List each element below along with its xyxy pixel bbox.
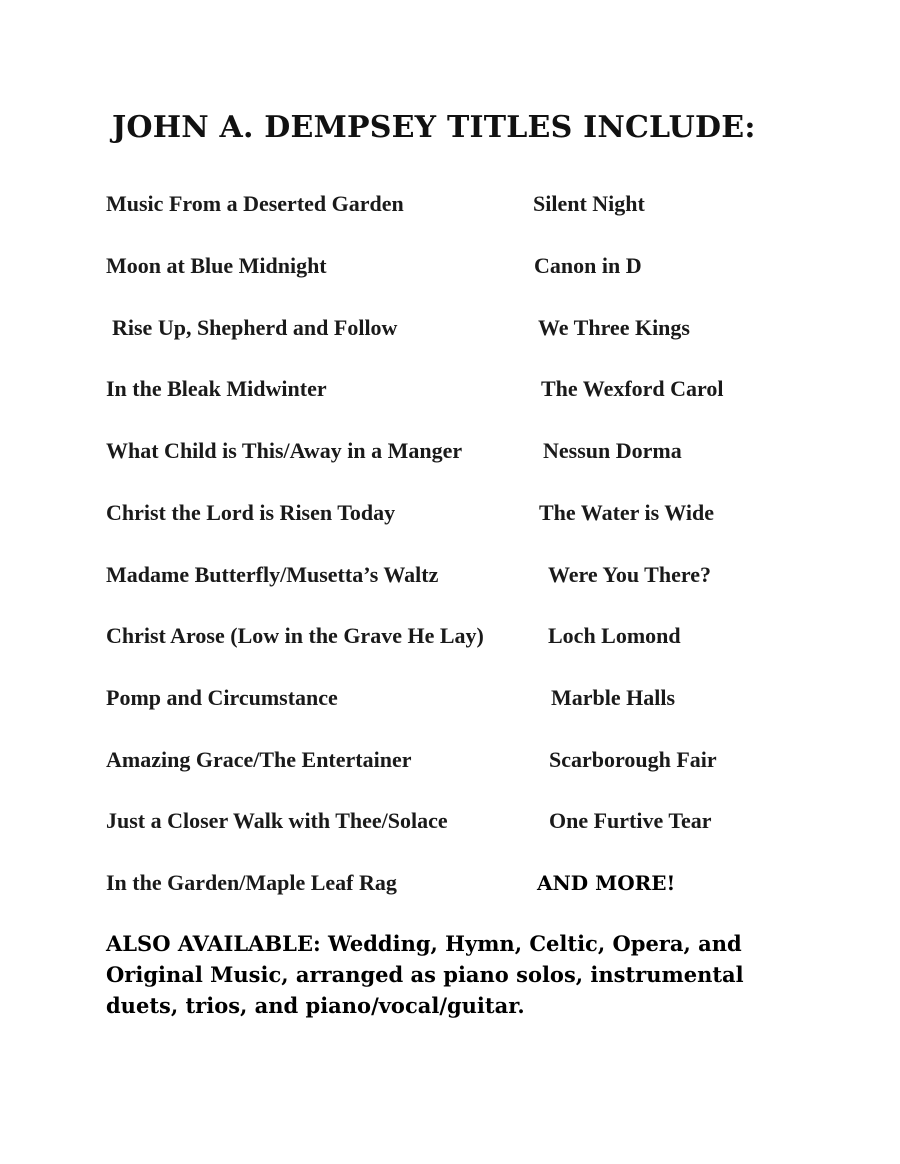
list-row <box>0 621 900 651</box>
list-row <box>0 498 900 528</box>
title-right: Nessun Dorma <box>543 438 682 463</box>
title-right: We Three Kings <box>538 315 690 340</box>
list-row <box>0 436 900 466</box>
title-right: Canon in D <box>534 253 642 278</box>
list-row <box>0 189 900 219</box>
page-title: JOHN A. DEMPSEY TITLES INCLUDE: <box>112 110 756 145</box>
title-left: In the Garden/Maple Leaf Rag <box>106 870 397 895</box>
title-right: One Furtive Tear <box>549 808 712 833</box>
also-available-note: ALSO AVAILABLE: Wedding, Hymn, Celtic, Opera, and Original Music, arranged as piano solos, instrumental duets, trios, and piano/vocal/guitar. <box>106 931 744 1018</box>
list-row <box>0 683 900 713</box>
title-left: Rise Up, Shepherd and Follow <box>112 315 398 340</box>
title-left: Christ the Lord is Risen Today <box>106 500 396 525</box>
title-right: Marble Halls <box>551 685 676 710</box>
list-row <box>0 313 900 343</box>
list-row <box>0 745 900 775</box>
and-more-label: AND MORE! <box>537 871 676 895</box>
title-left: Pomp and Circumstance <box>106 685 338 710</box>
title-right: Were You There? <box>548 562 711 587</box>
title-right: The Wexford Carol <box>541 376 724 401</box>
title-right: Loch Lomond <box>548 623 681 648</box>
title-right: The Water is Wide <box>539 500 715 525</box>
list-row <box>0 560 900 590</box>
title-left: Christ Arose (Low in the Grave He Lay) <box>106 623 484 648</box>
list-row <box>0 806 900 836</box>
title-left: Moon at Blue Midnight <box>106 253 327 278</box>
title-right: Silent Night <box>533 191 645 216</box>
title-left: Music From a Deserted Garden <box>106 191 404 216</box>
title-left: In the Bleak Midwinter <box>106 376 327 401</box>
title-left: Just a Closer Walk with Thee/Solace <box>106 808 448 833</box>
list-row <box>0 868 900 898</box>
title-left: Amazing Grace/The Entertainer <box>106 747 412 772</box>
list-row <box>0 374 900 404</box>
title-right: Scarborough Fair <box>549 747 717 772</box>
title-left: What Child is This/Away in a Manger <box>106 438 463 463</box>
title-left: Madame Butterfly/Musetta’s Waltz <box>106 562 439 587</box>
list-row <box>0 251 900 281</box>
